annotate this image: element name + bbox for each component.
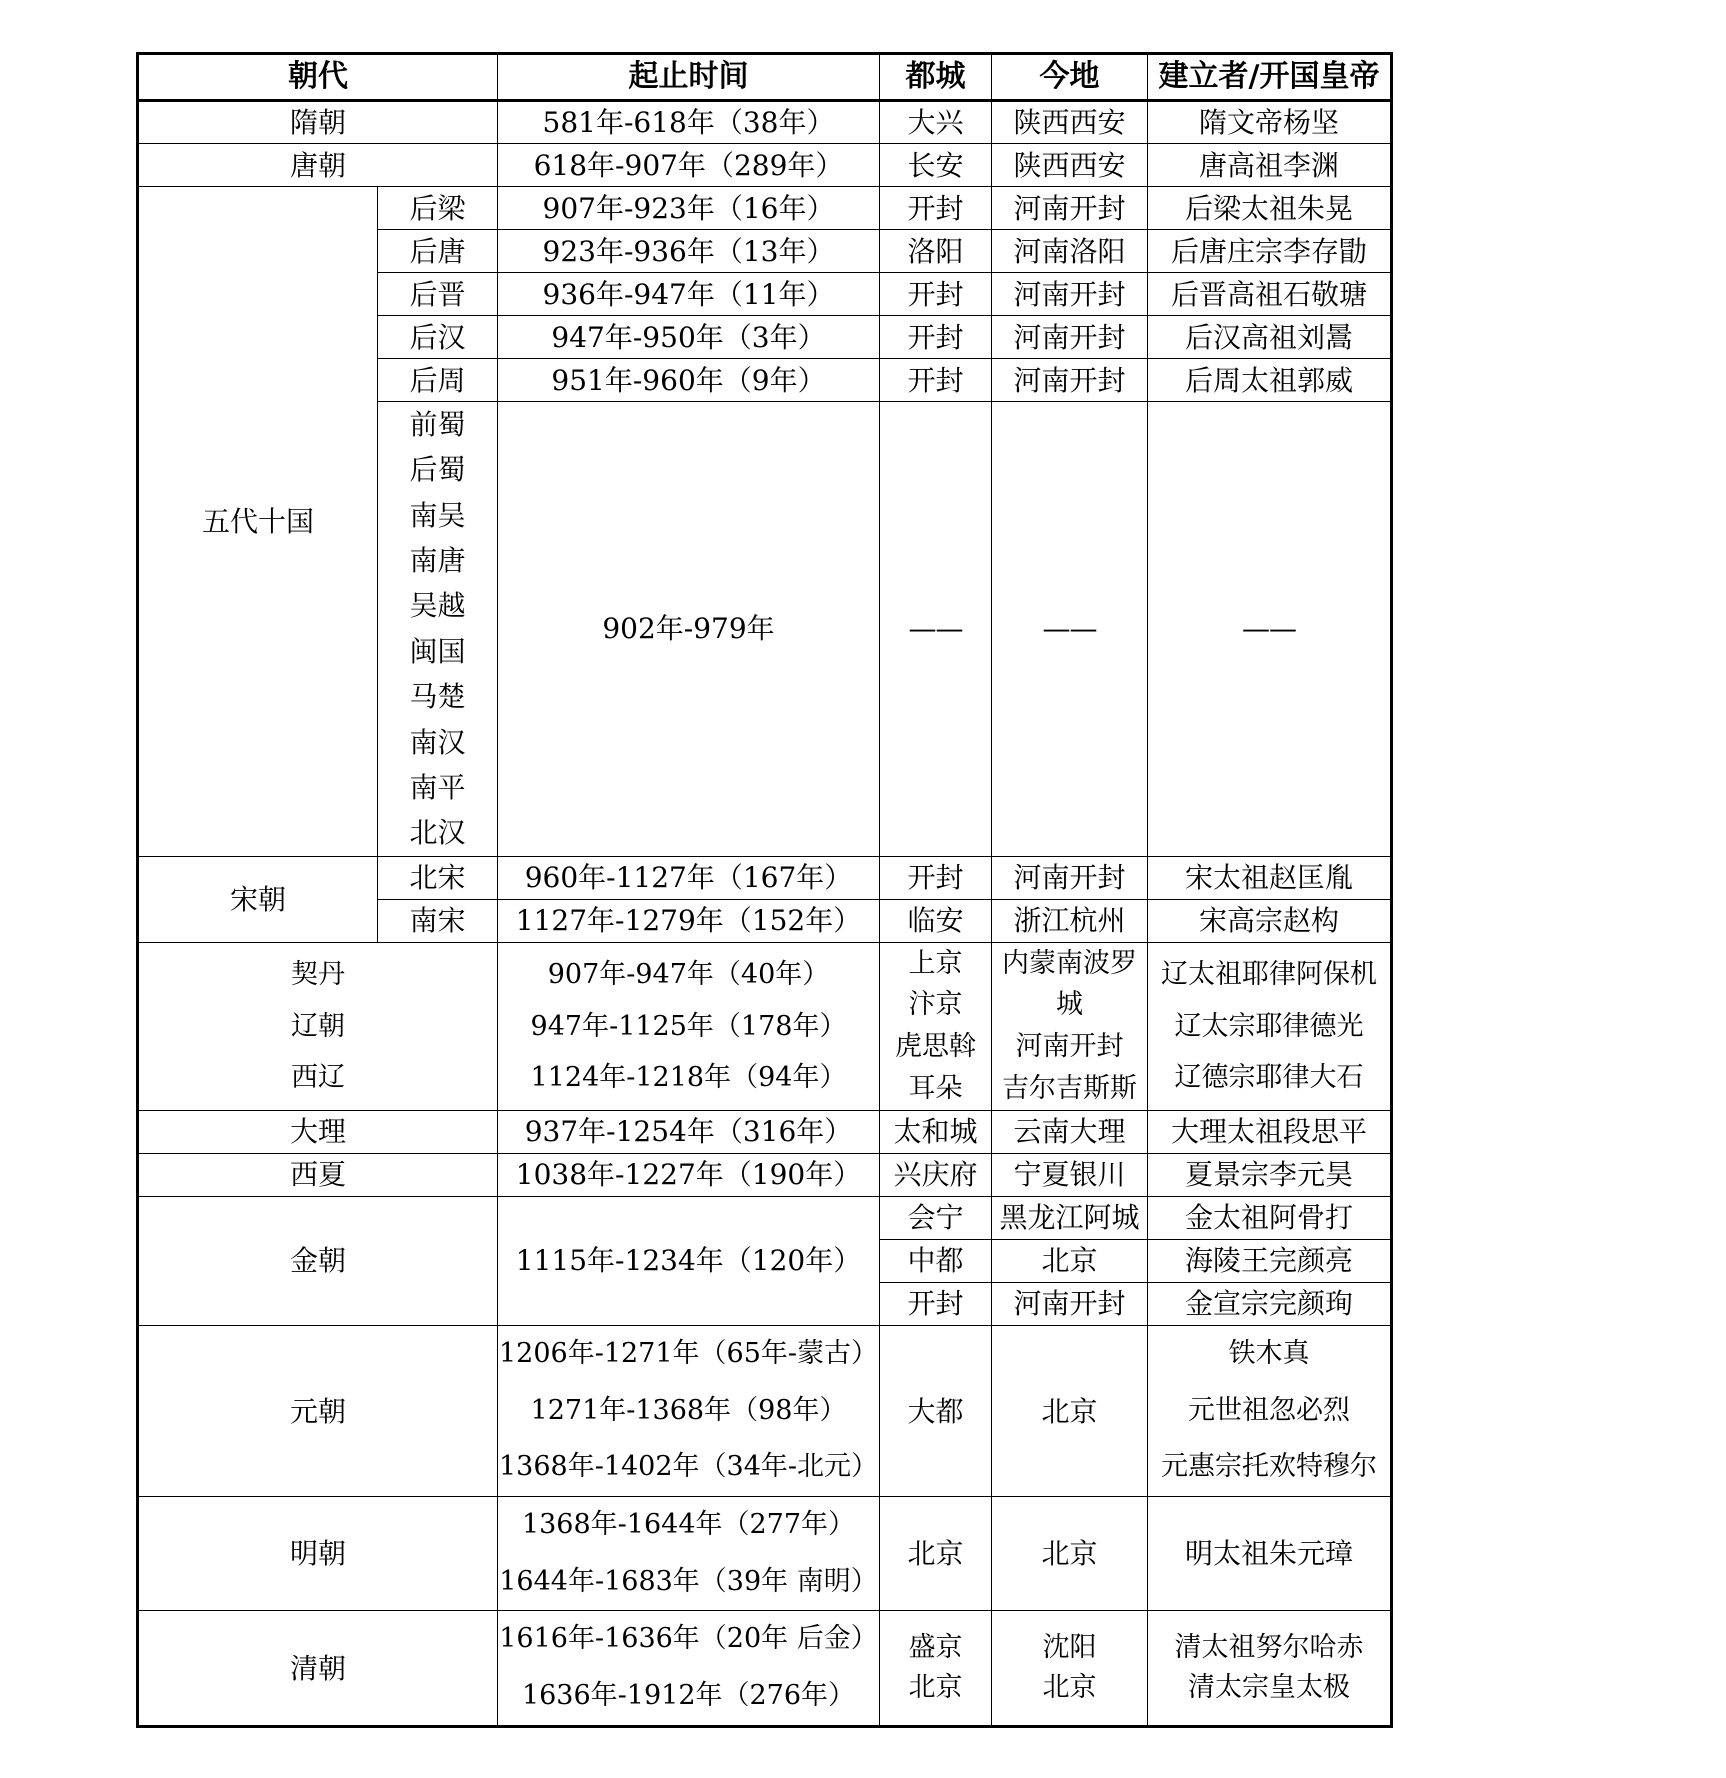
liao-period-item: 907年-947年（40年） (547, 959, 830, 991)
table-row-yuan (138, 1325, 1392, 1496)
cell-capital-houtang: 洛阳 (880, 230, 992, 273)
cell-founder-jin-1: 金太祖阿骨打 (1148, 1196, 1392, 1239)
cell-period-houhan: 947年-950年（3年） (498, 316, 880, 359)
cell-capital-sui: 大兴 (880, 101, 992, 144)
cell-period-houzhou: 951年-960年（9年） (498, 359, 880, 402)
liao-capital-item: 耳朵 (908, 1073, 963, 1105)
qing-period-item: 1616年-1636年（20年 后金） (499, 1623, 878, 1655)
yuan-founder-stack (1148, 1326, 1390, 1496)
header-dynasty: 朝代 (138, 54, 498, 101)
qing-founder-item: 清太宗皇太极 (1188, 1672, 1350, 1704)
liao-capital-item: 虎思斡 (895, 1031, 976, 1063)
liao-period-item: 1124年-1218年（94年） (530, 1061, 847, 1093)
cell-capital-houliang: 开封 (880, 187, 992, 230)
cell-period-dali: 937年-1254年（316年） (498, 1110, 880, 1153)
cell-founder-houjin: 后晋高祖石敬瑭 (1148, 273, 1392, 316)
ten-kingdom-item: 南汉 (409, 725, 466, 759)
cell-dynasty-sui: 隋朝 (138, 101, 498, 144)
cell-period-beisong: 960年-1127年（167年） (498, 856, 880, 899)
cell-capital-jin-3: 开封 (880, 1282, 992, 1325)
cell-capital-houjin: 开封 (880, 273, 992, 316)
liao-founder-item: 辽太祖耶律阿保机 (1161, 959, 1377, 991)
qing-founder-item: 清太祖努尔哈赤 (1174, 1631, 1364, 1663)
table-row-beisong (138, 856, 1392, 899)
cell-capital-jin-2: 中都 (880, 1239, 992, 1282)
yuan-period-item: 1271年-1368年（98年） (530, 1394, 847, 1426)
cell-modern-houjin: 河南开封 (992, 273, 1148, 316)
liao-modern-item: 城 (1056, 989, 1083, 1021)
qing-period-item: 1636年-1912年（276年） (521, 1680, 856, 1712)
cell-capital-houzhou: 开封 (880, 359, 992, 402)
cell-modern-tang: 陕西西安 (992, 144, 1148, 187)
cell-period-jin: 1115年-1234年（120年） (498, 1196, 880, 1325)
table-header-row (138, 54, 1392, 101)
ming-period-item: 1644年-1683年（39年 南明） (499, 1565, 878, 1597)
cell-period-sui: 581年-618年（38年） (498, 101, 880, 144)
cell-period-tang: 618年-907年（289年） (498, 144, 880, 187)
cell-period-yuan (498, 1325, 880, 1496)
cell-founder-jin-2: 海陵王完颜亮 (1148, 1239, 1392, 1282)
table-row-houliang (138, 187, 1392, 230)
cell-dynasty-qing: 清朝 (138, 1611, 498, 1726)
yuan-founder-item: 元世祖忽必烈 (1188, 1394, 1350, 1426)
cell-sub-houzhou: 后周 (378, 359, 498, 402)
cell-modern-jin-1: 黑龙江阿城 (992, 1196, 1148, 1239)
cell-modern-houzhou: 河南开封 (992, 359, 1148, 402)
cell-modern-liao (992, 942, 1148, 1110)
ten-kingdom-item: 南唐 (409, 544, 466, 578)
cell-capital-liao (880, 942, 992, 1110)
liao-period-item: 947年-1125年（178年） (530, 1010, 847, 1042)
cell-modern-sui: 陕西西安 (992, 101, 1148, 144)
cell-capital-jin-1: 会宁 (880, 1196, 992, 1239)
ten-kingdom-item: 前蜀 (409, 408, 466, 441)
cell-modern-ming: 北京 (992, 1497, 1148, 1611)
cell-founder-houzhou: 后周太祖郭威 (1148, 359, 1392, 402)
cell-ten-kingdoms-list (378, 402, 498, 857)
cell-period-houtang: 923年-936年（13年） (498, 230, 880, 273)
cell-founder-houtang: 后唐庄宗李存勖 (1148, 230, 1392, 273)
cell-group-wudai: 五代十国 (138, 187, 378, 857)
header-modern: 今地 (992, 54, 1148, 101)
header-capital: 都城 (880, 54, 992, 101)
cell-dynasty-liao (138, 942, 498, 1110)
cell-dynasty-tang: 唐朝 (138, 144, 498, 187)
cell-period-houjin: 936年-947年（11年） (498, 273, 880, 316)
cell-founder-beisong: 宋太祖赵匡胤 (1148, 856, 1392, 899)
cell-dynasty-jin: 金朝 (138, 1196, 498, 1325)
cell-capital-xixia: 兴庆府 (880, 1153, 992, 1196)
ten-kingdom-item: 南吴 (409, 498, 466, 532)
qing-modern-stack (992, 1628, 1147, 1709)
cell-modern-yuan: 北京 (992, 1325, 1148, 1496)
yuan-period-item: 1206年-1271年（65年-蒙古） (498, 1337, 879, 1369)
qing-capital-item: 盛京 (908, 1631, 963, 1663)
cell-modern-nansong: 浙江杭州 (992, 899, 1148, 942)
cell-period-xixia: 1038年-1227年（190年） (498, 1153, 880, 1196)
table-row-tang (138, 144, 1392, 187)
qing-modern-item: 北京 (1042, 1672, 1097, 1704)
liao-modern-item: 吉尔吉斯斯 (1002, 1073, 1137, 1105)
cell-capital-dali: 太和城 (880, 1110, 992, 1153)
qing-modern-item: 沈阳 (1042, 1631, 1097, 1663)
cell-modern-houliang: 河南开封 (992, 187, 1148, 230)
liao-period-stack (498, 949, 879, 1103)
cell-group-song: 宋朝 (138, 856, 378, 942)
ming-period-item: 1368年-1644年（277年） (521, 1509, 856, 1541)
liao-dynasty-item: 契丹 (291, 959, 345, 991)
cell-founder-tang: 唐高祖李渊 (1148, 144, 1392, 187)
table-row-qing (138, 1611, 1392, 1726)
cell-capital-yuan: 大都 (880, 1325, 992, 1496)
liao-founder-stack (1148, 949, 1390, 1103)
cell-dynasty-dali: 大理 (138, 1110, 498, 1153)
table-row-jin-1 (138, 1196, 1392, 1239)
cell-sub-houjin: 后晋 (378, 273, 498, 316)
cell-founder-liao (1148, 942, 1392, 1110)
cell-modern-houtang: 河南洛阳 (992, 230, 1148, 273)
cell-sub-houhan: 后汉 (378, 316, 498, 359)
qing-period-stack (498, 1611, 879, 1724)
ten-kingdoms-stack (378, 402, 497, 856)
cell-sub-houliang: 后梁 (378, 187, 498, 230)
cell-founder-jin-3: 金宣宗完颜珣 (1148, 1282, 1392, 1325)
table-row-xixia (138, 1153, 1392, 1196)
ming-period-stack (498, 1497, 879, 1610)
cell-dynasty-ming: 明朝 (138, 1497, 498, 1611)
cell-sub-houtang: 后唐 (378, 230, 498, 273)
cell-founder-shiguo: —— (1148, 402, 1392, 857)
ten-kingdom-item: 吴越 (409, 589, 466, 623)
cell-dynasty-yuan: 元朝 (138, 1325, 498, 1496)
ten-kingdom-item: 闽国 (409, 634, 466, 668)
cell-founder-yuan (1148, 1325, 1392, 1496)
cell-modern-jin-3: 河南开封 (992, 1282, 1148, 1325)
cell-period-houliang: 907年-923年（16年） (498, 187, 880, 230)
qing-founder-stack (1148, 1628, 1390, 1709)
cell-capital-shiguo: —— (880, 402, 992, 857)
liao-capital-item: 汴京 (908, 989, 963, 1021)
cell-founder-sui: 隋文帝杨坚 (1148, 101, 1392, 144)
liao-dynasty-stack (139, 949, 497, 1103)
liao-founder-item: 辽德宗耶律大石 (1174, 1061, 1364, 1093)
header-founder: 建立者/开国皇帝 (1148, 54, 1392, 101)
ten-kingdom-item: 马楚 (409, 680, 466, 714)
cell-modern-dali: 云南大理 (992, 1110, 1148, 1153)
liao-capital-stack (880, 943, 991, 1110)
yuan-founder-item: 元惠宗托欢特穆尔 (1161, 1451, 1377, 1483)
cell-founder-qing (1148, 1611, 1392, 1726)
cell-sub-beisong: 北宋 (378, 856, 498, 899)
cell-modern-houhan: 河南开封 (992, 316, 1148, 359)
cell-founder-houhan: 后汉高祖刘暠 (1148, 316, 1392, 359)
chinese-dynasty-table (136, 52, 1393, 1728)
cell-dynasty-xixia: 西夏 (138, 1153, 498, 1196)
qing-capital-item: 北京 (908, 1672, 963, 1704)
cell-capital-nansong: 临安 (880, 899, 992, 942)
cell-founder-xixia: 夏景宗李元昊 (1148, 1153, 1392, 1196)
liao-founder-item: 辽太宗耶律德光 (1174, 1010, 1364, 1042)
cell-modern-xixia: 宁夏银川 (992, 1153, 1148, 1196)
table-row-ming (138, 1497, 1392, 1611)
header-period: 起止时间 (498, 54, 880, 101)
cell-modern-shiguo: —— (992, 402, 1148, 857)
ten-kingdom-item: 南平 (409, 770, 466, 804)
table-row-liao (138, 942, 1392, 1110)
yuan-period-item: 1368年-1402年（34年-北元） (498, 1451, 879, 1483)
cell-capital-ming: 北京 (880, 1497, 992, 1611)
ten-kingdom-item: 北汉 (409, 816, 466, 850)
cell-modern-qing (992, 1611, 1148, 1726)
cell-capital-houhan: 开封 (880, 316, 992, 359)
qing-capital-stack (880, 1628, 991, 1709)
liao-modern-item: 内蒙南波罗 (1002, 947, 1137, 979)
table-row-dali (138, 1110, 1392, 1153)
yuan-period-stack (498, 1326, 879, 1496)
cell-capital-tang: 长安 (880, 144, 992, 187)
cell-founder-nansong: 宋高宗赵构 (1148, 899, 1392, 942)
liao-dynasty-item: 辽朝 (291, 1010, 345, 1042)
cell-period-liao (498, 942, 880, 1110)
cell-founder-dali: 大理太祖段思平 (1148, 1110, 1392, 1153)
liao-capital-item: 上京 (908, 947, 963, 979)
cell-founder-houliang: 后梁太祖朱晃 (1148, 187, 1392, 230)
cell-modern-beisong: 河南开封 (992, 856, 1148, 899)
dynasty-table-container (136, 52, 1390, 1728)
ten-kingdom-item: 后蜀 (409, 453, 466, 487)
cell-capital-qing (880, 1611, 992, 1726)
cell-sub-nansong: 南宋 (378, 899, 498, 942)
table-row-sui (138, 101, 1392, 144)
cell-founder-ming: 明太祖朱元璋 (1148, 1497, 1392, 1611)
yuan-founder-item: 铁木真 (1228, 1337, 1310, 1369)
liao-dynasty-item: 西辽 (291, 1061, 345, 1093)
cell-period-qing (498, 1611, 880, 1726)
liao-modern-item: 河南开封 (1015, 1031, 1124, 1063)
cell-modern-jin-2: 北京 (992, 1239, 1148, 1282)
cell-capital-beisong: 开封 (880, 856, 992, 899)
liao-modern-stack (992, 943, 1147, 1110)
cell-period-shiguo: 902年-979年 (498, 402, 880, 857)
cell-period-ming (498, 1497, 880, 1611)
cell-period-nansong: 1127年-1279年（152年） (498, 899, 880, 942)
